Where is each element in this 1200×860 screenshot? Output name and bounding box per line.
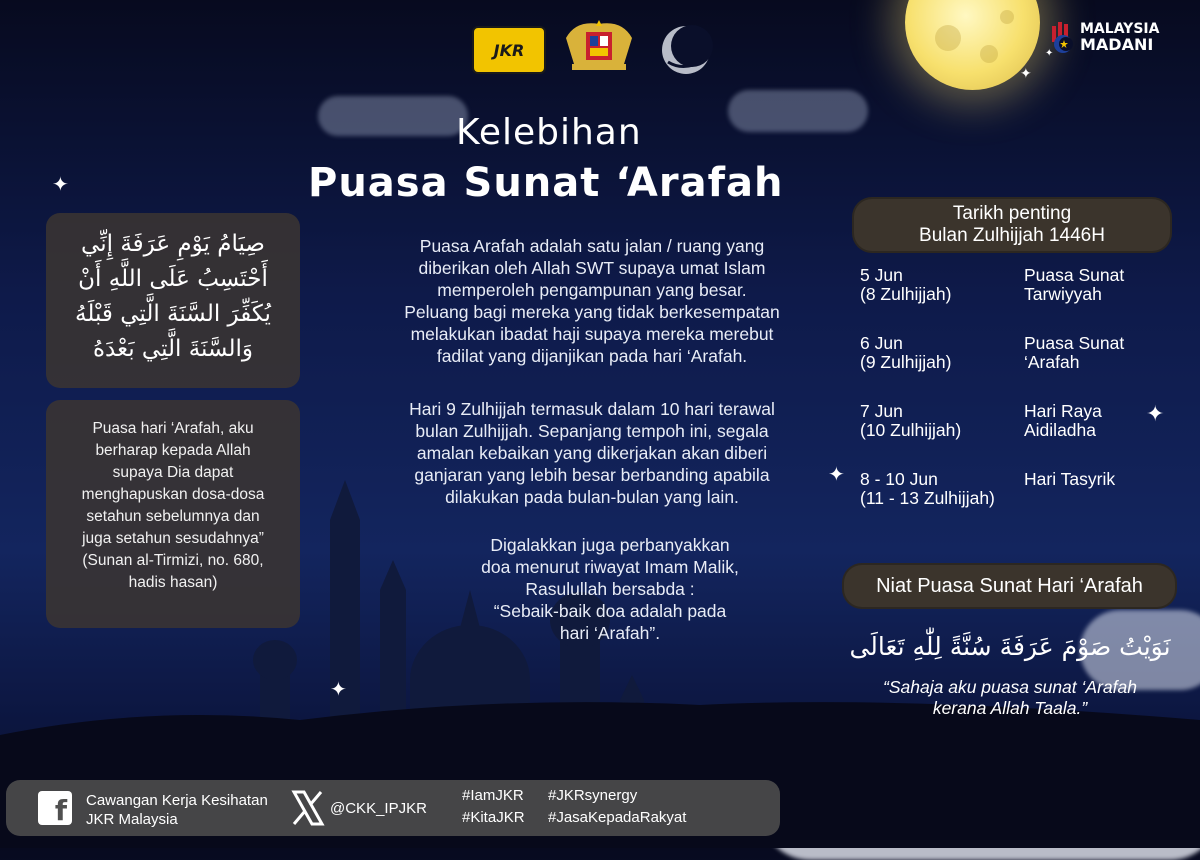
hadith-translation-line: setahun sebelumnya dan <box>86 508 260 525</box>
hadith-arabic-line: وَالسَّنَةَ الَّتِي بَعْدَهُ <box>92 336 254 362</box>
hadith-translation-line: supaya Dia dapat <box>112 464 234 481</box>
title-line1: Kelebihan <box>456 112 642 153</box>
coat-of-arms-logo <box>562 18 636 74</box>
date-row <box>860 266 1160 304</box>
title-line2: Puasa Sunat ‘Arafah <box>308 160 784 206</box>
facebook-page-name[interactable] <box>86 791 268 829</box>
date-event: ‘Arafah <box>1024 352 1080 372</box>
date-event: Hari Tasyrik <box>1024 469 1116 489</box>
paragraph-2 <box>352 398 832 508</box>
date-event: Puasa Sunat <box>1024 265 1125 285</box>
date-gregorian: 7 Jun <box>860 401 903 421</box>
date-hijri: (9 Zulhijjah) <box>860 352 952 372</box>
star-icon: ✦ <box>1020 66 1032 82</box>
hadith-translation-line: (Sunan al-Tirmizi, no. 680, <box>82 552 264 569</box>
paragraph-line: hari ‘Arafah”. <box>559 623 661 643</box>
hadith-translation-line: menghapuskan dosa-dosa <box>81 486 265 503</box>
malaysia-madani-logo <box>1050 20 1159 54</box>
madani-emblem-icon <box>1050 20 1076 54</box>
hashtag[interactable]: #KitaJKR <box>462 809 525 826</box>
date-row <box>860 470 1160 508</box>
cloud-decoration <box>728 90 868 132</box>
madani-line1: MALAYSIA <box>1080 21 1160 37</box>
hadith-arabic-panel <box>46 213 300 388</box>
x-handle[interactable]: @CKK_IPJKR <box>330 800 427 817</box>
date-event: Puasa Sunat <box>1024 333 1125 353</box>
hadith-translation-line: Puasa hari ‘Arafah, aku <box>92 420 254 437</box>
paragraph-1 <box>352 235 832 367</box>
hadith-translation-line: juga setahun sesudahnya” <box>82 530 264 547</box>
facebook-line: JKR Malaysia <box>86 811 178 828</box>
paragraph-line: melakukan ibadat haji supaya mereka merebut <box>410 324 774 344</box>
date-row <box>860 402 1160 440</box>
date-row <box>860 334 1160 372</box>
date-event: Aidiladha <box>1024 420 1096 440</box>
hadith-arabic-line: صِيَامُ يَوْمِ عَرَفَةَ إِنِّي <box>81 231 265 257</box>
date-gregorian: 6 Jun <box>860 333 903 353</box>
date-hijri: (8 Zulhijjah) <box>860 284 952 304</box>
date-gregorian: 8 - 10 Jun <box>860 469 938 489</box>
important-dates-list <box>860 266 1160 538</box>
facebook-icon[interactable]: f <box>38 791 72 825</box>
paragraph-line: bulan Zulhijjah. Sepanjang tempoh ini, segala <box>415 421 769 441</box>
paragraph-line: dilakukan pada bulan-bulan yang lain. <box>445 487 739 507</box>
star-icon: ✦ <box>1045 48 1054 59</box>
niat-translation-line: kerana Allah Taala.” <box>932 698 1088 718</box>
paragraph-line: diberikan oleh Allah SWT supaya umat Islam <box>418 258 766 278</box>
star-icon: ✦ <box>1146 402 1165 427</box>
cloud-decoration <box>318 96 468 136</box>
madani-line2: MADANI <box>1080 35 1154 54</box>
dates-heading-ribbon <box>852 197 1172 253</box>
star-icon: ✦ <box>52 172 69 196</box>
paragraph-line: doa menurut riwayat Imam Malik, <box>481 557 739 577</box>
date-event: Tarwiyyah <box>1024 284 1102 304</box>
hadith-translation-line: berharap kepada Allah <box>95 442 251 459</box>
paragraph-3 <box>380 534 840 644</box>
niat-translation <box>840 677 1180 719</box>
hadith-translation-panel <box>46 400 300 628</box>
niat-arabic-text: نَوَيْتُ صَوْمَ عَرَفَةَ سُنَّةً لِلّٰهِ تَعَالَى <box>849 632 1171 661</box>
paragraph-line: “Sebaik-baik doa adalah pada <box>493 601 727 621</box>
paragraph-line: Digalakkan juga perbanyakkan <box>490 535 730 555</box>
star-icon: ✦ <box>330 677 347 701</box>
hashtag[interactable]: #IamJKR <box>462 787 524 804</box>
paragraph-line: Peluang bagi mereka yang tidak berkesempatan <box>404 302 780 322</box>
jkr-logo: JKR <box>472 26 546 74</box>
date-hijri: (10 Zulhijjah) <box>860 420 962 440</box>
date-event: Hari Raya <box>1024 401 1102 421</box>
paragraph-line: Hari 9 Zulhijjah termasuk dalam 10 hari terawal <box>409 399 775 419</box>
paragraph-line: Puasa Arafah adalah satu jalan / ruang yang <box>419 236 765 256</box>
paragraph-line: Rasulullah bersabda : <box>525 579 695 599</box>
paragraph-line: ganjaran yang lebih besar berbanding apabila <box>414 465 770 485</box>
hashtag[interactable]: #JKRsynergy <box>548 787 638 804</box>
hadith-translation-line: hadis hasan) <box>128 574 218 591</box>
paragraph-line: amalan kebaikan yang dikerjakan akan diberi <box>416 443 768 463</box>
facebook-line: Cawangan Kerja Kesihatan <box>86 792 268 809</box>
paragraph-line: memperoleh pengampunan yang besar. <box>437 280 747 300</box>
paragraph-line: fadilat yang dijanjikan pada hari ‘Arafah. <box>436 346 748 366</box>
x-twitter-icon[interactable] <box>290 789 326 827</box>
dates-heading-line1: Tarikh penting <box>952 203 1072 224</box>
crescent-logo <box>658 22 714 78</box>
star-icon: ✦ <box>828 462 845 486</box>
hadith-arabic-line: يُكَفِّرَ السَّنَةَ الَّتِي قَبْلَهُ <box>75 301 271 327</box>
hashtag[interactable]: #JasaKepadaRakyat <box>548 809 687 826</box>
niat-translation-line: “Sahaja aku puasa sunat ‘Arafah <box>883 677 1137 697</box>
niat-heading-ribbon: Niat Puasa Sunat Hari ‘Arafah <box>842 563 1177 609</box>
hadith-arabic-line: أَحْتَسِبُ عَلَى اللَّهِ أَنْ <box>78 266 268 292</box>
date-gregorian: 5 Jun <box>860 265 903 285</box>
dates-heading-line2: Bulan Zulhijjah 1446H <box>919 225 1105 246</box>
date-hijri: (11 - 13 Zulhijjah) <box>860 488 995 508</box>
